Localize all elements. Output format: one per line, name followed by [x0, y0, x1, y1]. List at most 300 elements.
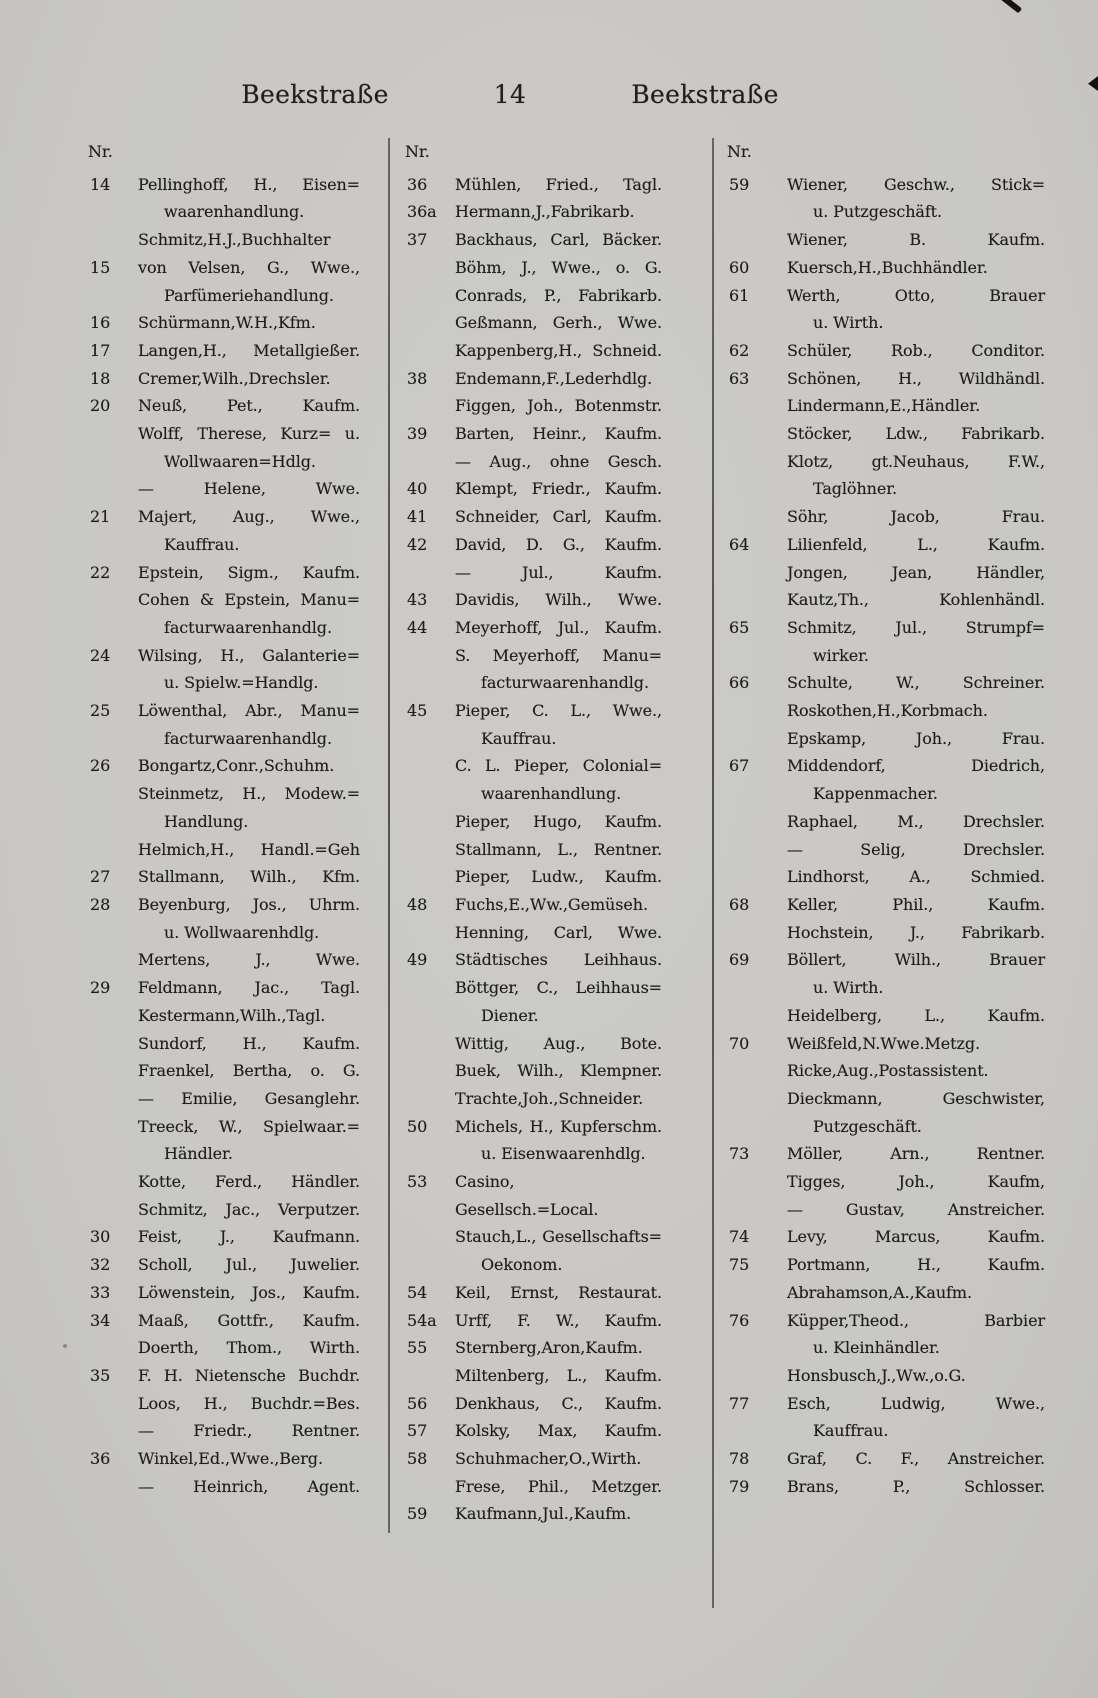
records-list-2	[405, 171, 662, 1528]
house-number: 70	[729, 1033, 750, 1053]
record-text: Langen,H., Metallgießer.	[138, 340, 360, 360]
address-record	[405, 1445, 662, 1473]
record-text: Maaß, Gottfr., Kaufm.	[138, 1310, 360, 1330]
record-text: Davidis, Wilh., Wwe.	[455, 590, 662, 610]
house-number: 43	[407, 590, 428, 610]
address-record	[405, 1279, 662, 1307]
record-text: Lindermann,E.,Händler.	[787, 396, 981, 416]
record-text: Keil, Ernst, Restaurat.	[455, 1282, 662, 1302]
address-record	[405, 559, 662, 587]
address-record	[727, 1445, 1045, 1473]
address-record	[88, 1362, 360, 1390]
record-text-wrap: u. Wirth.	[813, 978, 884, 998]
record-text: Conrads, P., Fabrikarb.	[455, 285, 662, 305]
record-text: Helmich,H., Handl.=Geh	[138, 839, 360, 859]
record-text: Kuersch,H.,Buchhändler.	[787, 257, 988, 277]
house-number: 73	[729, 1144, 750, 1164]
address-record	[88, 752, 360, 780]
address-record	[405, 198, 662, 226]
address-record	[405, 586, 662, 614]
scan-artifact-corner	[998, 0, 1022, 13]
house-number: 33	[90, 1282, 111, 1302]
record-text: Urff, F. W., Kaufm.	[455, 1310, 662, 1330]
address-record	[405, 1113, 662, 1168]
record-text: Schmitz,H.J.,Buchhalter	[138, 230, 331, 250]
address-record	[727, 891, 1045, 919]
record-text: Middendorf, Diedrich,	[787, 756, 1045, 776]
record-text: Feldmann, Jac., Tagl.	[138, 978, 360, 998]
record-text: Kestermann,Wilh.,Tagl.	[138, 1005, 326, 1025]
address-record	[727, 337, 1045, 365]
address-record	[405, 1334, 662, 1362]
address-record	[727, 1279, 1045, 1307]
address-record	[405, 642, 662, 697]
record-text: Werth, Otto, Brauer	[787, 285, 1045, 305]
record-text: Meyerhoff, Jul., Kaufm.	[455, 617, 662, 637]
address-record	[405, 1473, 662, 1501]
house-number: 64	[729, 534, 750, 554]
record-text: Löwenthal, Abr., Manu=	[138, 701, 360, 721]
address-record	[88, 1251, 360, 1279]
address-record	[88, 1223, 360, 1251]
record-text: Böttger, C., Leihhaus=	[455, 978, 662, 998]
record-text-wrap: Händler.	[164, 1144, 233, 1164]
record-text: Graf, C. F., Anstreicher.	[787, 1449, 1045, 1469]
record-text: Levy, Marcus, Kaufm.	[787, 1227, 1045, 1247]
address-record	[88, 337, 360, 365]
record-text-wrap: Diener.	[481, 1005, 539, 1025]
address-record	[727, 254, 1045, 282]
record-text: Schneider, Carl, Kaufm.	[455, 507, 662, 527]
record-text: Brans, P., Schlosser.	[787, 1476, 1045, 1496]
address-record	[727, 1473, 1045, 1501]
house-number: 38	[407, 368, 428, 388]
house-number: 41	[407, 507, 428, 527]
house-number: 36a	[407, 202, 437, 222]
record-text: Loos, H., Buchdr.=Bes.	[138, 1393, 360, 1413]
record-text: Esch, Ludwig, Wwe.,	[787, 1393, 1045, 1413]
record-text: Lilienfeld, L., Kaufm.	[787, 534, 1045, 554]
record-text: Weißfeld,N.Wwe.Metzg.	[787, 1033, 980, 1053]
address-record	[405, 309, 662, 337]
record-text: Stallmann, Wilh., Kfm.	[138, 867, 360, 887]
record-text-wrap: u. Spielw.=Handlg.	[164, 673, 319, 693]
address-record	[727, 1307, 1045, 1362]
record-text: Treeck, W., Spielwaar.=	[138, 1116, 360, 1136]
record-text: Tigges, Joh., Kaufm,	[787, 1172, 1045, 1192]
address-record	[405, 1057, 662, 1085]
record-text: F. H. Nietensche Buchdr.	[138, 1365, 360, 1385]
address-record	[88, 475, 360, 503]
address-record	[727, 586, 1045, 614]
record-text: Sundorf, H., Kaufm.	[138, 1033, 360, 1053]
address-column-3	[727, 138, 1045, 1500]
house-number: 58	[407, 1449, 428, 1469]
record-text: Geßmann, Gerh., Wwe.	[455, 313, 662, 333]
address-column-1	[88, 138, 360, 1500]
address-record	[88, 1390, 360, 1418]
record-text: Schüler, Rob., Conditor.	[787, 340, 1045, 360]
address-record	[405, 1030, 662, 1058]
house-number: 24	[90, 645, 111, 665]
record-text: Epstein, Sigm., Kaufm.	[138, 562, 360, 582]
record-text-wrap: waarenhandlung.	[481, 784, 622, 804]
address-record	[88, 503, 360, 558]
house-number: 78	[729, 1449, 750, 1469]
record-text: Löwenstein, Jos., Kaufm.	[138, 1282, 360, 1302]
address-record	[88, 226, 360, 254]
record-text: Backhaus, Carl, Bäcker.	[455, 230, 662, 250]
house-number: 21	[90, 507, 111, 527]
address-record	[405, 254, 662, 282]
record-text: — Friedr., Rentner.	[138, 1421, 360, 1441]
record-text: Frese, Phil., Metzger.	[455, 1476, 662, 1496]
record-text: Neuß, Pet., Kaufm.	[138, 396, 360, 416]
house-number: 44	[407, 617, 428, 637]
address-record	[88, 1334, 360, 1362]
record-text: Ricke,Aug.,Postassistent.	[787, 1061, 989, 1081]
nr-column-heading: Nr.	[88, 142, 113, 161]
address-record	[727, 503, 1045, 531]
house-number: 76	[729, 1310, 750, 1330]
address-record	[405, 531, 662, 559]
house-number: 36	[90, 1449, 111, 1469]
record-text: Buek, Wilh., Klempner.	[455, 1061, 662, 1081]
record-text: Michels, H., Kupferschm.	[455, 1116, 662, 1136]
address-record	[727, 1085, 1045, 1140]
address-record	[727, 282, 1045, 337]
page-number: 14	[493, 80, 527, 109]
record-text: Wiener, B. Kaufm.	[787, 230, 1045, 250]
record-text: Cremer,Wilh.,Drechsler.	[138, 368, 331, 388]
record-text: Lindhorst, A., Schmied.	[787, 867, 1045, 887]
house-number: 53	[407, 1172, 428, 1192]
address-record	[727, 946, 1045, 1001]
record-text: Bongartz,Conr.,Schuhm.	[138, 756, 335, 776]
record-text: Honsbusch,J.,Ww.,o.G.	[787, 1365, 966, 1385]
record-text-wrap: Parfümeriehandlung.	[164, 285, 334, 305]
address-record	[405, 1362, 662, 1390]
record-text: Trachte,Joh.,Schneider.	[455, 1088, 644, 1108]
record-text: Keller, Phil., Kaufm.	[787, 894, 1045, 914]
house-number: 14	[90, 174, 111, 194]
house-number: 18	[90, 368, 111, 388]
record-text: Fuchs,E.,Ww.,Gemüseh.	[455, 894, 648, 914]
house-number: 75	[729, 1255, 750, 1275]
address-record	[88, 780, 360, 835]
address-record	[405, 503, 662, 531]
house-number: 30	[90, 1227, 111, 1247]
address-record	[405, 808, 662, 836]
record-text: — Jul., Kaufm.	[455, 562, 662, 582]
address-record	[405, 420, 662, 448]
address-record	[88, 254, 360, 309]
record-text: Pieper, Hugo, Kaufm.	[455, 811, 662, 831]
record-text: Kautz,Th., Kohlenhändl.	[787, 590, 1045, 610]
house-number: 77	[729, 1393, 750, 1413]
address-record	[727, 1223, 1045, 1251]
house-number: 56	[407, 1393, 428, 1413]
house-number: 67	[729, 756, 750, 776]
address-record	[727, 559, 1045, 587]
record-text: Schulte, W., Schreiner.	[787, 673, 1045, 693]
address-record	[727, 697, 1045, 725]
record-text-wrap: Putzgeschäft.	[813, 1116, 922, 1136]
record-text: Stauch,L., Gesellschafts=	[455, 1227, 662, 1247]
address-record	[405, 697, 662, 752]
record-text: Pieper, C. L., Wwe.,	[455, 701, 662, 721]
record-text: Wittig, Aug., Bote.	[455, 1033, 662, 1053]
record-text: Klotz, gt.Neuhaus, F.W.,	[787, 451, 1045, 471]
address-record	[727, 1196, 1045, 1224]
record-text: Sternberg,Aron,Kaufm.	[455, 1338, 643, 1358]
address-record	[727, 1057, 1045, 1085]
record-text-wrap: u. Wollwaarenhdlg.	[164, 922, 320, 942]
address-record	[88, 1085, 360, 1113]
record-text: Schuhmacher,O.,Wirth.	[455, 1449, 642, 1469]
house-number: 35	[90, 1365, 111, 1385]
record-text-wrap: Wollwaaren=Hdlg.	[164, 451, 316, 471]
record-text: Scholl, Jul., Juwelier.	[138, 1255, 360, 1275]
address-record	[88, 946, 360, 974]
record-text: Portmann, H., Kaufm.	[787, 1255, 1045, 1275]
record-text: Roskothen,H.,Korbmach.	[787, 701, 988, 721]
address-record	[88, 559, 360, 587]
address-record	[405, 1417, 662, 1445]
house-number: 54a	[407, 1310, 437, 1330]
address-record	[405, 1500, 662, 1528]
address-record	[405, 1085, 662, 1113]
record-text: Küpper,Theod., Barbier	[787, 1310, 1045, 1330]
record-text: Schmitz, Jac., Verputzer.	[138, 1199, 360, 1219]
house-number: 45	[407, 701, 428, 721]
house-number: 69	[729, 950, 750, 970]
record-text-wrap: Kauffrau.	[481, 728, 557, 748]
record-text: C. L. Pieper, Colonial=	[455, 756, 662, 776]
address-record	[88, 1196, 360, 1224]
address-record	[727, 669, 1045, 697]
house-number: 17	[90, 340, 111, 360]
address-record	[88, 697, 360, 752]
record-text: Hermann,J.,Fabrikarb.	[455, 202, 635, 222]
record-text: Epskamp, Joh., Frau.	[787, 728, 1045, 748]
record-text: Städtisches Leihhaus.	[455, 950, 662, 970]
record-text: Raphael, M., Drechsler.	[787, 811, 1045, 831]
record-text: Schmitz, Jul., Strumpf=	[787, 617, 1045, 637]
record-text-wrap: Oekonom.	[481, 1255, 563, 1275]
record-text-wrap: u. Kleinhändler.	[813, 1338, 940, 1358]
record-text: Böllert, Wilh., Brauer	[787, 950, 1045, 970]
house-number: 37	[407, 230, 428, 250]
address-record	[88, 1445, 360, 1473]
address-record	[88, 974, 360, 1002]
address-record	[405, 392, 662, 420]
nr-column-heading: Nr.	[727, 142, 752, 161]
record-text: Abrahamson,A.,Kaufm.	[787, 1282, 972, 1302]
house-number: 26	[90, 756, 111, 776]
record-text: Hochstein, J., Fabrikarb.	[787, 922, 1045, 942]
column-divider-right	[712, 138, 714, 1608]
address-record	[727, 171, 1045, 226]
record-text: Wilsing, H., Galanterie=	[138, 645, 360, 665]
record-text: Endemann,F.,Lederhdlg.	[455, 368, 653, 388]
house-number: 49	[407, 950, 428, 970]
record-text: Wiener, Geschw., Stick=	[787, 174, 1045, 194]
record-text-wrap: facturwaarenhandlg.	[164, 617, 332, 637]
address-record	[727, 1140, 1045, 1168]
address-record	[727, 448, 1045, 503]
record-text-wrap: Kappenmacher.	[813, 784, 938, 804]
address-record	[88, 309, 360, 337]
address-record	[405, 282, 662, 310]
house-number: 66	[729, 673, 750, 693]
street-name-left: Beekstraße	[241, 80, 389, 109]
house-number: 32	[90, 1255, 111, 1275]
address-record	[405, 863, 662, 891]
record-text: Fraenkel, Bertha, o. G.	[138, 1061, 360, 1081]
record-text-wrap: Kauffrau.	[164, 534, 240, 554]
address-record	[88, 392, 360, 420]
record-text: Stallmann, L., Rentner.	[455, 839, 662, 859]
house-number: 25	[90, 701, 111, 721]
address-record	[727, 1030, 1045, 1058]
house-number: 63	[729, 368, 750, 388]
address-record	[405, 1168, 662, 1223]
address-record	[88, 1417, 360, 1445]
record-text: Schürmann,W.H.,Kfm.	[138, 313, 316, 333]
address-record	[727, 1390, 1045, 1445]
address-record	[727, 1168, 1045, 1196]
record-text: Söhr, Jacob, Frau.	[787, 507, 1045, 527]
address-record	[727, 1362, 1045, 1390]
address-record	[88, 891, 360, 946]
address-record	[88, 171, 360, 226]
address-record	[405, 891, 662, 919]
house-number: 42	[407, 534, 428, 554]
address-record	[727, 863, 1045, 891]
record-text-wrap: facturwaarenhandlg.	[164, 728, 332, 748]
address-record	[88, 1168, 360, 1196]
address-record	[405, 974, 662, 1029]
record-text: Kolsky, Max, Kaufm.	[455, 1421, 662, 1441]
record-text: Heidelberg, L., Kaufm.	[787, 1005, 1045, 1025]
record-text: — Aug., ohne Gesch.	[455, 451, 662, 471]
street-name-right: Beekstraße	[631, 80, 779, 109]
record-text-wrap: facturwaarenhandlg.	[481, 673, 649, 693]
house-number: 60	[729, 257, 750, 277]
address-record	[727, 392, 1045, 420]
house-number: 54	[407, 1282, 428, 1302]
address-record	[727, 1251, 1045, 1279]
record-text: Beyenburg, Jos., Uhrm.	[138, 894, 360, 914]
house-number: 65	[729, 617, 750, 637]
record-text: Casino, Gesellsch.=Local.	[455, 1172, 599, 1219]
nr-column-heading: Nr.	[405, 142, 430, 161]
address-record	[88, 863, 360, 891]
address-record	[405, 475, 662, 503]
address-record	[405, 365, 662, 393]
house-number: 39	[407, 424, 428, 444]
address-column-2	[405, 138, 662, 1528]
address-record	[88, 836, 360, 864]
house-number: 20	[90, 396, 111, 416]
address-record	[88, 1307, 360, 1335]
record-text: Schönen, H., Wildhändl.	[787, 368, 1045, 388]
address-record	[405, 946, 662, 974]
record-text-wrap: Handlung.	[164, 811, 249, 831]
house-number: 61	[729, 285, 750, 305]
record-text: Böhm, J., Wwe., o. G.	[455, 257, 662, 277]
address-record	[88, 365, 360, 393]
house-number: 59	[407, 1504, 428, 1524]
address-record	[88, 1113, 360, 1168]
address-record	[88, 1030, 360, 1058]
record-text: Steinmetz, H., Modew.=	[138, 784, 360, 804]
house-number: 50	[407, 1116, 428, 1136]
record-text: — Gustav, Anstreicher.	[787, 1199, 1045, 1219]
house-number: 28	[90, 894, 111, 914]
record-text: Jongen, Jean, Händler,	[787, 562, 1045, 582]
record-text-wrap: wirker.	[813, 645, 869, 665]
record-text: Mertens, J., Wwe.	[138, 950, 360, 970]
house-number: 40	[407, 479, 428, 499]
address-record	[727, 919, 1045, 947]
record-text-wrap: u. Putzgeschäft.	[813, 202, 942, 222]
address-record	[727, 420, 1045, 448]
record-text: Figgen, Joh., Botenmstr.	[455, 396, 662, 416]
record-text: von Velsen, G., Wwe.,	[138, 257, 360, 277]
record-text: Feist, J., Kaufmann.	[138, 1227, 360, 1247]
house-number: 59	[729, 174, 750, 194]
record-text: Cohen & Epstein, Manu=	[138, 590, 360, 610]
house-number: 29	[90, 978, 111, 998]
address-record	[88, 1002, 360, 1030]
record-text-wrap: waarenhandlung.	[164, 202, 305, 222]
record-text: Kaufmann,Jul.,Kaufm.	[455, 1504, 632, 1524]
house-number: 74	[729, 1227, 750, 1247]
address-record	[405, 1307, 662, 1335]
record-text: Kappenberg,H., Schneid.	[455, 340, 662, 360]
address-record	[727, 725, 1045, 753]
address-record	[405, 614, 662, 642]
house-number: 68	[729, 894, 750, 914]
record-text: Wolff, Therese, Kurz= u.	[138, 424, 360, 444]
house-number: 15	[90, 257, 111, 277]
record-text: Möller, Arn., Rentner.	[787, 1144, 1045, 1164]
address-record	[727, 836, 1045, 864]
column-divider-left	[388, 138, 390, 1533]
house-number: 22	[90, 562, 111, 582]
address-record	[405, 226, 662, 254]
record-text: Klempt, Friedr., Kaufm.	[455, 479, 662, 499]
page-header	[0, 80, 1098, 114]
address-record	[88, 420, 360, 475]
record-text-wrap: Taglöhner.	[813, 479, 898, 499]
address-record	[88, 642, 360, 697]
address-record	[405, 1223, 662, 1278]
house-number: 27	[90, 867, 111, 887]
address-record	[405, 448, 662, 476]
record-text-wrap: u. Eisenwaarenhdlg.	[481, 1144, 646, 1164]
address-record	[405, 337, 662, 365]
scan-artifact-speck	[63, 1344, 67, 1348]
record-text: Pellinghoff, H., Eisen=	[138, 174, 360, 194]
address-record	[405, 836, 662, 864]
address-record	[405, 171, 662, 199]
house-number: 36	[407, 174, 428, 194]
record-text: Winkel,Ed.,Wwe.,Berg.	[138, 1449, 323, 1469]
house-number: 79	[729, 1476, 750, 1496]
